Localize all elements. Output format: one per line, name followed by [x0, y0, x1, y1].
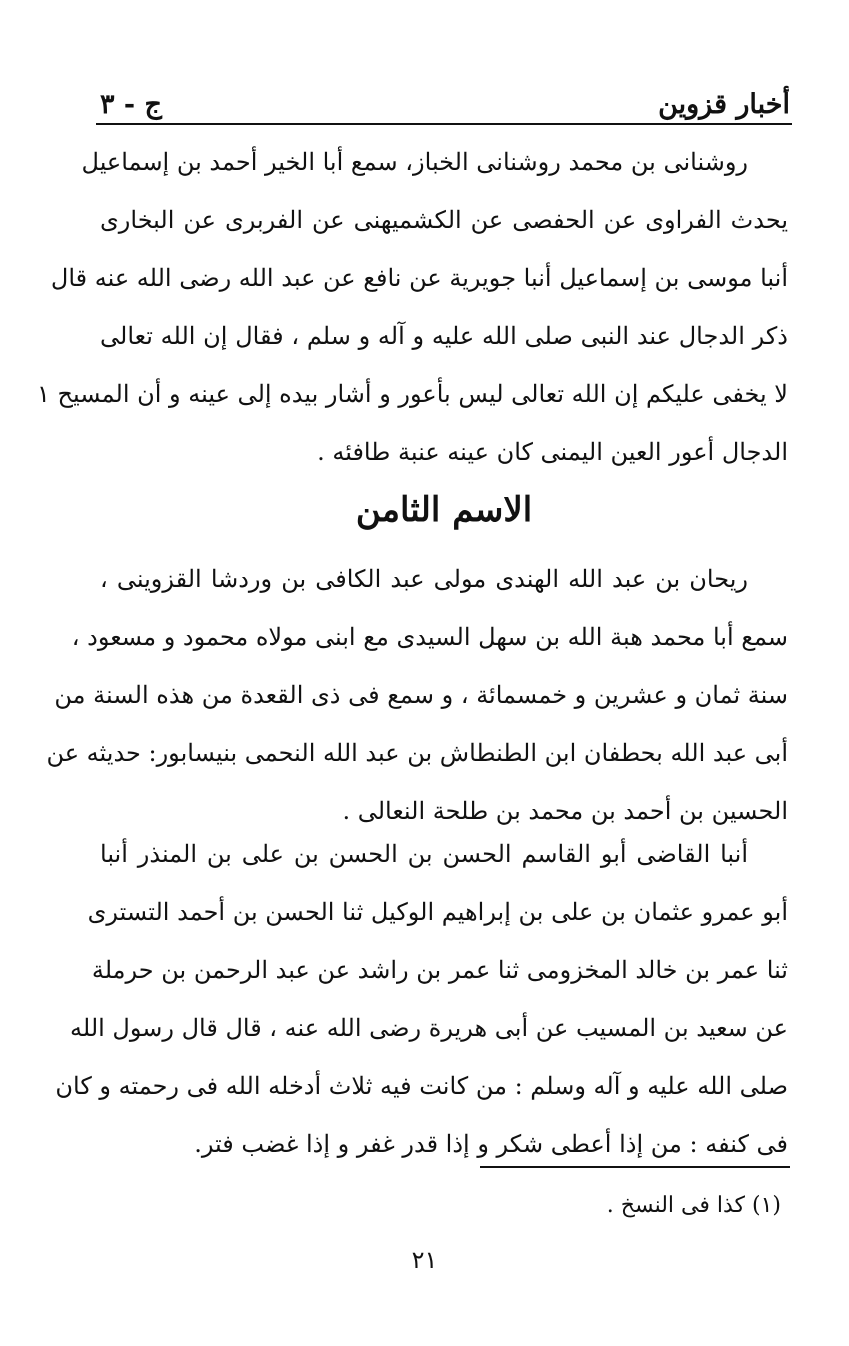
- text-line: أنبا موسى بن إسماعيل أنبا جويرية عن نافع عن عبد الله رضى الله عنه قال: [50, 264, 788, 292]
- text-line: روشنانى بن محمد روشنانى الخباز، سمع أبا الخير أحمد بن إسماعيل: [81, 148, 748, 176]
- text-line: الحسين بن أحمد بن محمد بن طلحة النعالى .: [342, 797, 788, 825]
- text-line: أبو عمرو عثمان بن على بن إبراهيم الوكيل ثنا الحسن بن أحمد التسترى: [87, 898, 788, 926]
- text-line: أبى عبد الله بحطفان ابن الطنطاش بن عبد الله النحمى بنيسابور: حديثه عن: [46, 739, 788, 767]
- header-rule: [96, 123, 792, 125]
- text-line: عن سعيد بن المسيب عن أبى هريرة رضى الله عنه ، قال قال رسول الله: [70, 1014, 788, 1042]
- text-line: ثنا عمر بن خالد المخزومى ثنا عمر بن راشد عن عبد الرحمن بن حرملة: [91, 956, 788, 984]
- paragraph-3: [55, 825, 788, 1173]
- text-line: ذكر الدجال عند النبى صلى الله عليه و آله و سلم ، فقال إن الله تعالى: [100, 322, 788, 350]
- footnote-rule: [480, 1166, 790, 1168]
- text-line: صلى الله عليه و آله وسلم : من كانت فيه ثلاث أدخله الله فى رحمته و كان: [55, 1072, 788, 1100]
- text-line: لا يخفى عليكم إن الله تعالى ليس بأعور و أشار بيده إلى عينه و أن المسيح ١: [36, 380, 788, 408]
- running-head-title: أخبار قزوين: [658, 89, 790, 120]
- page-number: ٢١: [411, 1246, 438, 1274]
- paragraph-1: [36, 133, 788, 481]
- section-heading: الاسم الثامن: [355, 490, 533, 530]
- paragraph-2: [46, 550, 788, 840]
- footnote: (١) كذا فى النسخ .: [606, 1193, 781, 1218]
- text-line: سنة ثمان و عشرين و خمسمائة ، و سمع فى ذى القعدة من هذه السنة من: [54, 681, 788, 709]
- text-line: سمع أبا محمد هبة الله بن سهل السيدى مع ابنى مولاه محمود و مسعود ،: [71, 623, 788, 651]
- text-line: ريحان بن عبد الله الهندى مولى عبد الكافى بن وردشا القزوينى ،: [100, 565, 748, 593]
- text-line: أنبا القاضى أبو القاسم الحسن بن الحسن بن على بن المنذر أنبا: [100, 840, 748, 868]
- text-line: فى كنفه : من إذا أعطى شكر و إذا قدر غفر و إذا غضب فتر.: [194, 1130, 788, 1158]
- running-head: [100, 80, 790, 120]
- text-line: الدجال أعور العين اليمنى كان عينه عنبة طافئه .: [317, 438, 788, 466]
- text-line: يحدث الفراوى عن الحفصى عن الكشميهنى عن الفربرى عن البخارى: [100, 206, 788, 234]
- running-head-volume: ج - ٣: [100, 89, 162, 120]
